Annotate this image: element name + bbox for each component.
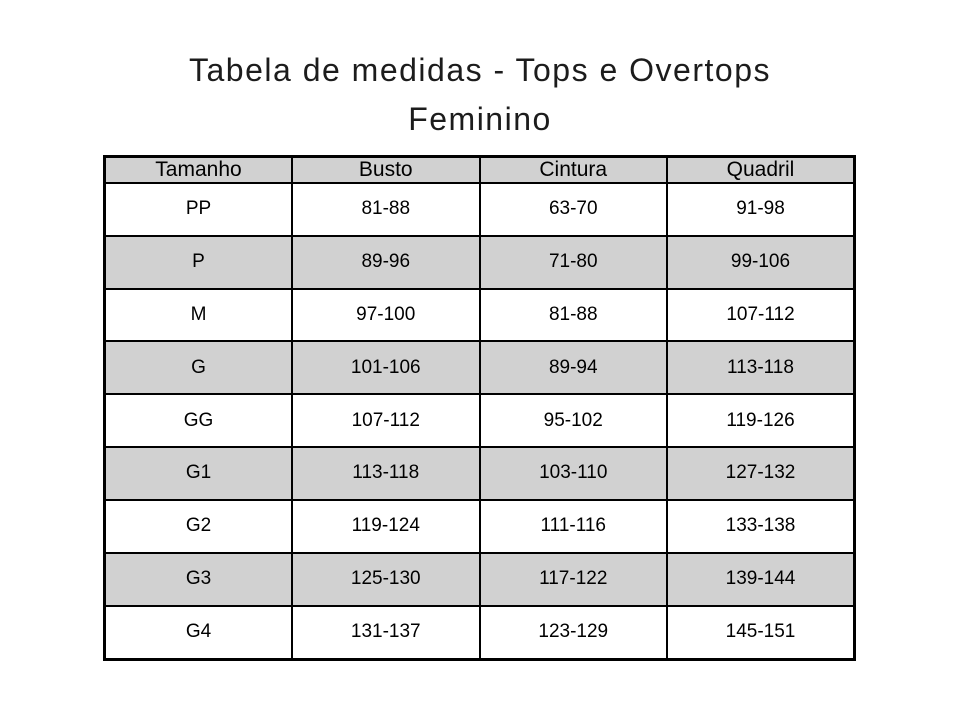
column-header-tamanho: Tamanho <box>105 157 293 184</box>
measurement-cell: 133-138 <box>667 500 855 553</box>
size-label-cell: G1 <box>105 447 293 500</box>
measurement-cell: 97-100 <box>292 289 480 342</box>
table-row <box>105 236 855 289</box>
table-header-row <box>105 157 855 184</box>
measurement-cell: 81-88 <box>292 183 480 236</box>
measurement-cell: 89-96 <box>292 236 480 289</box>
measurement-cell: 119-126 <box>667 394 855 447</box>
measurement-cell: 81-88 <box>480 289 668 342</box>
column-header-quadril: Quadril <box>667 157 855 184</box>
table-row <box>105 183 855 236</box>
measurement-cell: 145-151 <box>667 606 855 660</box>
measurement-cell: 103-110 <box>480 447 668 500</box>
measurement-cell: 107-112 <box>667 289 855 342</box>
measurement-cell: 113-118 <box>292 447 480 500</box>
column-header-cintura: Cintura <box>480 157 668 184</box>
measurement-cell: 71-80 <box>480 236 668 289</box>
measurement-cell: 127-132 <box>667 447 855 500</box>
size-label-cell: G3 <box>105 553 293 606</box>
size-label-cell: G2 <box>105 500 293 553</box>
table-row <box>105 500 855 553</box>
size-label-cell: G4 <box>105 606 293 660</box>
measurement-cell: 113-118 <box>667 341 855 394</box>
measurements-table <box>103 155 856 661</box>
column-header-busto: Busto <box>292 157 480 184</box>
size-label-cell: P <box>105 236 293 289</box>
measurement-cell: 91-98 <box>667 183 855 236</box>
measurement-cell: 95-102 <box>480 394 668 447</box>
table-body <box>105 183 855 660</box>
table-row <box>105 447 855 500</box>
measurement-cell: 107-112 <box>292 394 480 447</box>
size-label-cell: M <box>105 289 293 342</box>
measurement-cell: 99-106 <box>667 236 855 289</box>
measurement-cell: 89-94 <box>480 341 668 394</box>
size-label-cell: GG <box>105 394 293 447</box>
measurement-cell: 123-129 <box>480 606 668 660</box>
size-label-cell: G <box>105 341 293 394</box>
page-title-line2: Feminino <box>408 101 552 137</box>
table-row <box>105 394 855 447</box>
page-title-line1: Tabela de medidas - Tops e Overtops <box>189 52 771 88</box>
measurement-cell: 125-130 <box>292 553 480 606</box>
measurement-cell: 131-137 <box>292 606 480 660</box>
measurement-cell: 117-122 <box>480 553 668 606</box>
measurement-cell: 101-106 <box>292 341 480 394</box>
table-row <box>105 606 855 660</box>
measurement-cell: 63-70 <box>480 183 668 236</box>
size-label-cell: PP <box>105 183 293 236</box>
table-row <box>105 553 855 606</box>
table-row <box>105 341 855 394</box>
measurement-cell: 119-124 <box>292 500 480 553</box>
page-title <box>0 46 960 144</box>
measurement-cell: 111-116 <box>480 500 668 553</box>
measurement-cell: 139-144 <box>667 553 855 606</box>
table-header <box>105 157 855 184</box>
table-row <box>105 289 855 342</box>
